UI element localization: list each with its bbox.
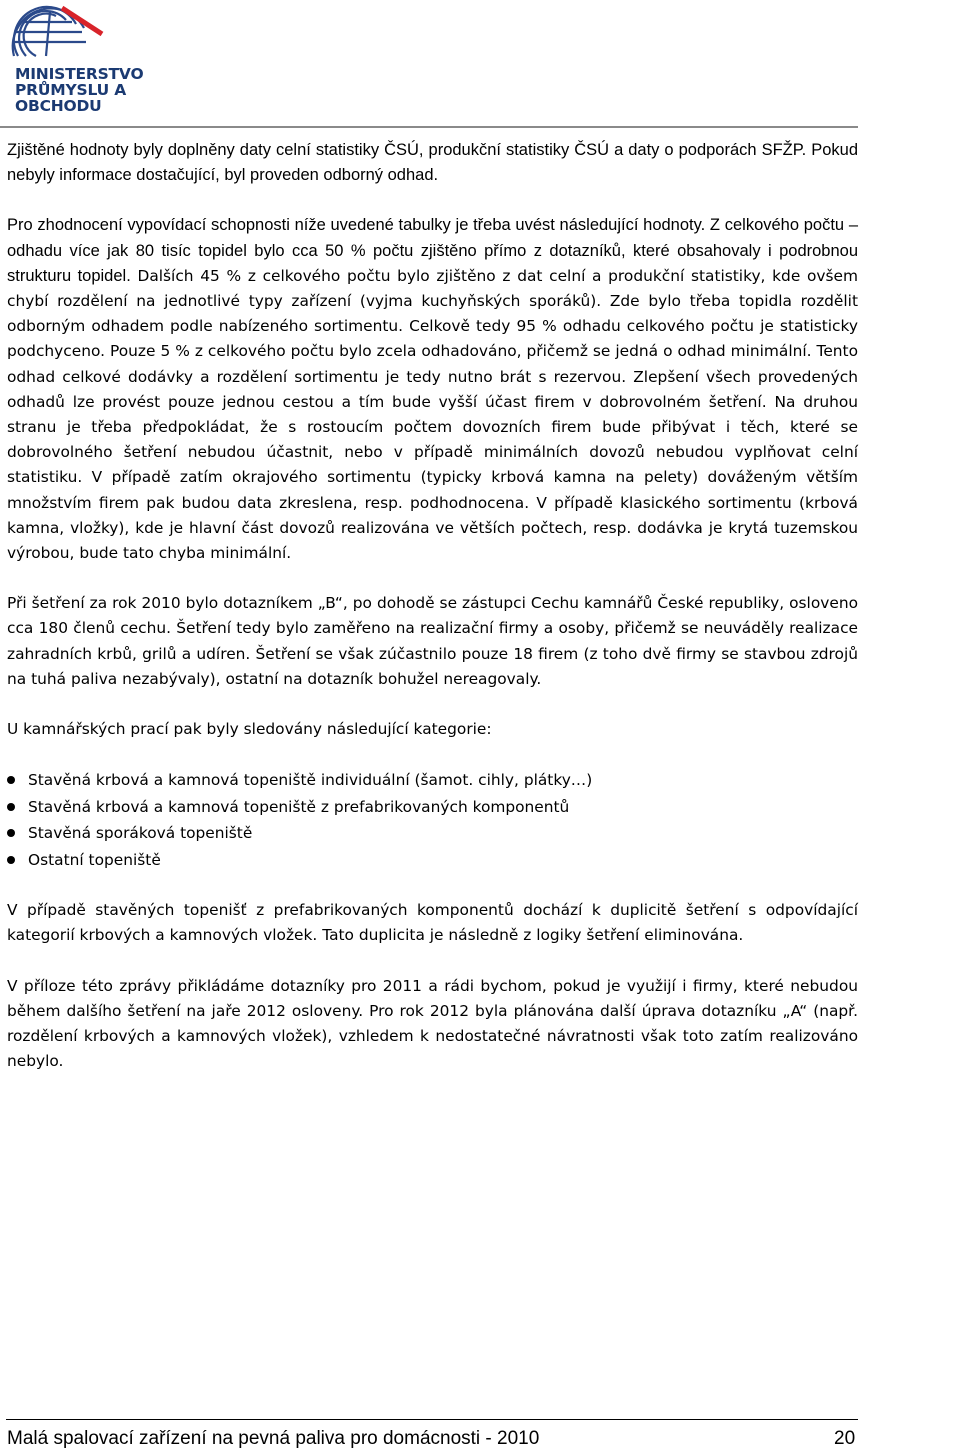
list-item: Ostatní topeniště (7, 847, 858, 874)
list-item: Stavěná krbová a kamnová topeniště individuální (šamot. cihly, plátky…) (7, 767, 858, 794)
list-item: Stavěná sporáková topeniště (7, 820, 858, 847)
paragraph-2 (7, 213, 858, 566)
paragraph-1: Zjištěné hodnoty byly doplněny daty celní statistiky ČSÚ, produkční statistiky ČSÚ a daty o podporách SFŽP. Pokud nebyly informace dostačující, byl proveden odborný odhad. (7, 141, 858, 185)
paragraph-3: Při šetření za rok 2010 bylo dotazníkem „B“, po dohodě se zástupci Cechu kamnářů České republiky, osloveno cca 180 členů cechu. Šetření tedy bylo zaměřeno na realizační firmy a osoby, přičemž se neuváděly realizace zahradních krbů, grilů a udíren. Šetření se však zúčastnilo pouze 18 firem (z toho dvě firmy se stavbou zdrojů na tuhá paliva nezabývaly), ostatní na dotazník bohužel nereagovaly. (7, 594, 858, 688)
bullet-icon (7, 803, 15, 811)
bullet-icon (7, 776, 15, 784)
paragraph-6: V příloze této zprávy přikládáme dotazníky pro 2011 a rádi bychom, pokud je využijí i firmy, které nebudou během dalšího šetření na jaře 2012 osloveny. Pro rok 2012 byla plánována další úprava dotazníku „A“ (např. rozdělení krbových a kamnových vložek), vzhledem k nedostatečné návratnosti však toto zatím realizováno nebylo. (7, 976, 858, 1071)
logo-line-1: MINISTERSTVO (15, 65, 144, 83)
bullet-icon (7, 829, 15, 837)
paragraph-2-part-b: Dalších 45 % z celkového počtu bylo zjištěno z dat celní a produkční statistiky, kde ovšem chybí rozdělení na jednotlivé typy zařízení (vyjma kuchyňských sporáků). Zde bylo třeba topidla rozdělit odborným odhadem podle nabízeného sortimentu. Celkově tedy 95 % odhadu celkového počtu je statisticky podchyceno. Pouze 5 % z celkového počtu bylo zcela odhadováno, přičemž se jedná o odhad minimální. Tento odhad celkové dodávky a rozdělení sortimentu je tedy nutno brát s rezervou. Zlepšení všech provedených odhadů lze provést pouze jednou cestou a tím bude vyšší účast firem v dobrovolném šetření. Na druhou stranu je třeba předpokládat, že s rostoucím počtem dovozních firem bude přibývat i těch, které se dobrovolného šetření nebudou účastnit, nebo v případě minimálních dovozů nebudou vyplňovat celní statistiku. V případě zatím okrajového sortimentu (typicky krbová kamna na pelety) dováženým větším množstvím firem pak budou data zkreslena, resp. podhodnocena. V případě klasického sortimentu (krbová kamna, vložky), kde je hlavní část dovozů realizována ve větších počtech, resp. dodávka je krytá tuzemskou výrobou, bude tato chyba minimální. (7, 266, 858, 563)
paragraph-5: V případě stavěných topenišť z prefabrikovaných komponentů dochází k duplicitě šetření s odpovídající kategorií krbových a kamnových vložek. Tato duplicita je následně z logiky šetření eliminována. (7, 901, 858, 945)
ministry-logo (6, 4, 216, 115)
footer-title: Malá spalovací zařízení na pevná paliva pro domácnosti - 2010 (7, 1428, 540, 1449)
list-item: Stavěná krbová a kamnová topeniště z prefabrikovaných komponentů (7, 794, 858, 821)
logo-text (15, 66, 216, 114)
header-divider (0, 126, 858, 128)
paragraph-2-part-a: Pro zhodnocení vypovídací schopnosti níže uvedené tabulky je třeba uvést následující hodnoty. Z celkového počtu – odhadu více jak 80 tisíc topidel bylo cca 50 % počtu zjištěno přímo z dotazníků, které obsahovaly i podrobnou strukturu topidel. (7, 216, 858, 285)
page-number: 20 (834, 1428, 856, 1449)
globe-logo-icon (6, 4, 106, 64)
bullet-icon (7, 856, 15, 864)
document-body (7, 138, 858, 1074)
category-list (7, 767, 858, 873)
logo-line-2: PRŮMYSLU A OBCHODU (15, 81, 126, 115)
footer-divider (6, 1419, 858, 1420)
paragraph-4: U kamnářských prací pak byly sledovány následující kategorie: (7, 720, 492, 739)
